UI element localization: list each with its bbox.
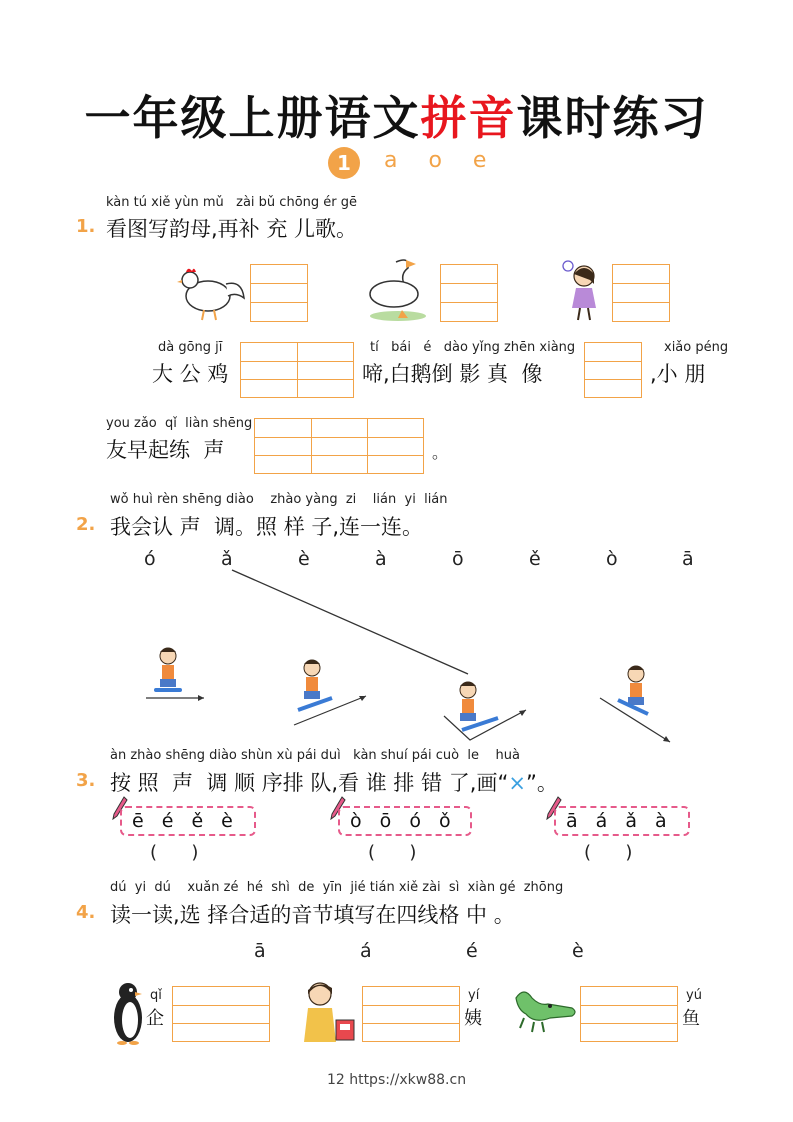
q1-grid-line2[interactable]	[254, 418, 424, 474]
q4-word-0-char: 企	[146, 1008, 164, 1029]
skater-dip	[444, 682, 526, 740]
q2-instruction: 我会认 声 调。照 样 子,连一连。	[110, 515, 424, 539]
skater-rising	[294, 660, 366, 725]
q4-option-2[interactable]: é	[466, 940, 478, 962]
q4-option-3[interactable]: è	[572, 940, 584, 962]
q4-word-1-char: 姨	[464, 1008, 482, 1029]
lesson-number-badge: 1	[328, 147, 360, 179]
crocodile-illustration	[510, 984, 580, 1040]
q4-grid-0[interactable]	[172, 986, 270, 1042]
page-title	[0, 82, 793, 148]
q2-tone-2[interactable]: è	[298, 548, 310, 570]
q4-word-1-pinyin: yí	[468, 988, 480, 1003]
q3-group-0: ē é ě è	[120, 806, 256, 836]
goose-illustration	[362, 254, 434, 324]
q1-line1-text-c: ,小 朋	[650, 362, 706, 386]
rooster-illustration	[168, 262, 248, 324]
q1-line1-pinyin-a: dà gōng jī	[158, 340, 223, 355]
q4-number: 4.	[76, 902, 96, 923]
q1-grid-girl[interactable]	[612, 264, 670, 322]
q2-tone-0[interactable]: ó	[144, 548, 156, 570]
example-connect-line	[232, 570, 468, 674]
q2-pinyin: wǒ huì rèn shēng diào zhào yàng zi lián yi lián	[110, 492, 448, 507]
q3-answer-1[interactable]: ( )	[368, 842, 417, 863]
q2-tone-5[interactable]: ě	[529, 548, 541, 570]
q1-line2-end: 。	[432, 443, 449, 462]
q1-grid-goose[interactable]	[440, 264, 498, 322]
q1-line1-text-b: 啼,白鹅倒 影 真 像	[362, 362, 543, 386]
q3-group-2: ā á ǎ à	[554, 806, 690, 836]
q3-pinyin: àn zhào shēng diào shùn xù pái duì kàn shuí pái cuò le huà	[110, 748, 520, 763]
q1-pinyin: kàn tú xiě yùn mǔ zài bǔ chōng ér gē	[106, 195, 357, 210]
page-footer: 12 https://xkw88.cn	[326, 1072, 467, 1088]
q1-grid-rooster[interactable]	[250, 264, 308, 322]
skater-falling	[600, 666, 670, 742]
q4-word-0-pinyin: qǐ	[150, 988, 162, 1003]
q2-skaters	[0, 560, 793, 750]
q4-option-1[interactable]: á	[360, 940, 372, 962]
q3-number: 3.	[76, 770, 96, 791]
lesson-vowels: a o e	[384, 148, 499, 173]
q2-tone-3[interactable]: à	[375, 548, 387, 570]
q1-grid-line1-b[interactable]	[584, 342, 642, 398]
q2-number: 2.	[76, 514, 96, 535]
q1-line1-text-a: 大 公 鸡	[152, 362, 229, 386]
skater-flat	[146, 648, 204, 701]
q1-line1-pinyin-c: xiǎo péng	[664, 340, 729, 355]
aunt-illustration	[302, 980, 356, 1044]
q2-tone-4[interactable]: ō	[452, 548, 464, 570]
title-part2: 课时练习	[516, 91, 709, 145]
girl-illustration	[558, 258, 606, 322]
q2-tone-7[interactable]: ā	[682, 548, 694, 570]
q4-pinyin: dú yi dú xuǎn zé hé shì de yīn jié tián xiě zài sì xiàn gé zhōng	[110, 880, 564, 895]
q3-text-end: ”。	[525, 771, 558, 795]
q2-tone-1[interactable]: ǎ	[221, 548, 233, 570]
q3-text: 按 照 声 调 顺 序排 队,看 谁 排 错 了,画“	[110, 771, 509, 795]
penguin-illustration	[108, 980, 148, 1046]
title-part1: 一年级上册语文	[84, 91, 421, 145]
q1-line1-pinyin-b: tí bái é dào yǐng zhēn xiàng	[370, 340, 576, 355]
q3-cross-mark: ×	[508, 771, 526, 795]
q3-answer-2[interactable]: ( )	[584, 842, 633, 863]
q1-grid-line1-a[interactable]	[240, 342, 354, 398]
q4-grid-2[interactable]	[580, 986, 678, 1042]
q1-number: 1.	[76, 216, 96, 237]
q4-grid-1[interactable]	[362, 986, 460, 1042]
q3-instruction	[110, 767, 558, 797]
q2-tone-6[interactable]: ò	[606, 548, 618, 570]
q1-instruction: 看图写韵母,再补 充 儿歌。	[106, 217, 358, 241]
q4-instruction: 读一读,选 择合适的音节填写在四线格 中 。	[110, 903, 515, 927]
q4-word-2-pinyin: yú	[686, 988, 702, 1003]
q1-line2-text: 友早起练 声	[106, 438, 225, 462]
q1-line2-pinyin: you zǎo qǐ liàn shēng	[106, 416, 253, 431]
q3-group-1: ò ō ó ǒ	[338, 806, 472, 836]
q4-option-0[interactable]: ā	[254, 940, 266, 962]
q4-word-2-char: 鱼	[682, 1008, 700, 1029]
title-highlight: 拼音	[420, 91, 517, 145]
q3-answer-0[interactable]: ( )	[150, 842, 199, 863]
